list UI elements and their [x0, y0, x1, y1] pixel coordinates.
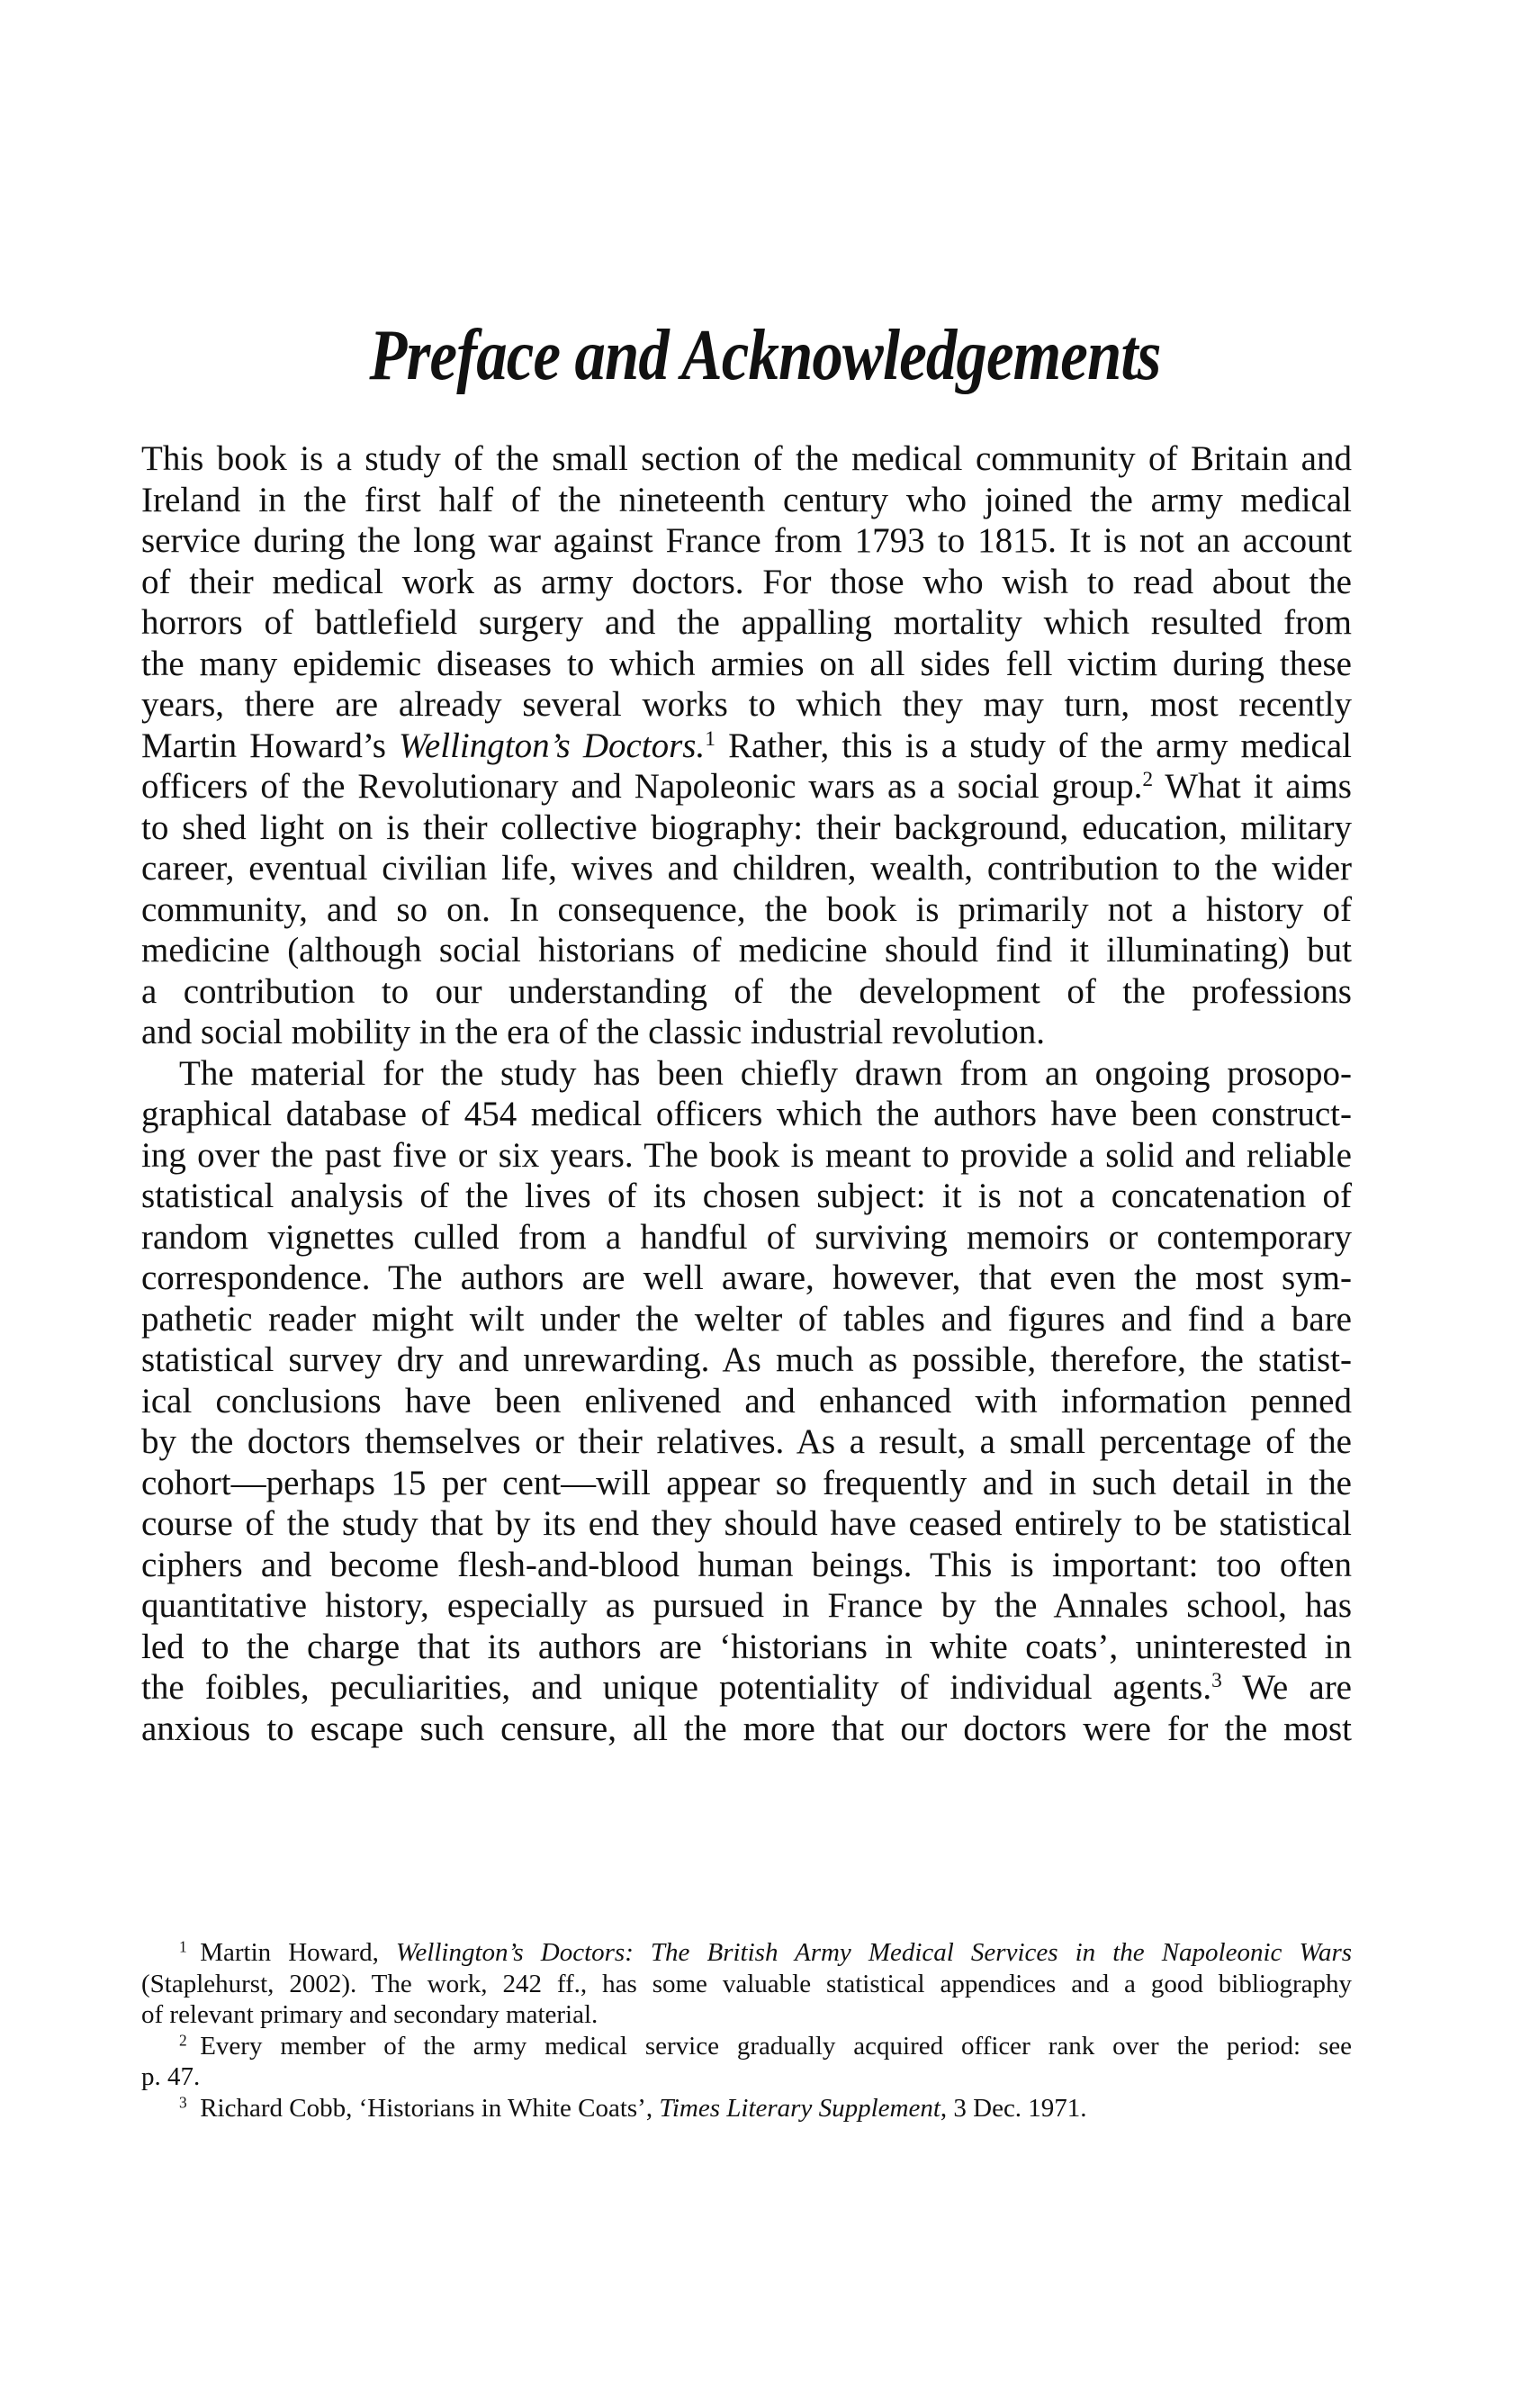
text-line: pathetic reader might wilt under the welter of tables and figures and find a bare	[141, 1299, 1352, 1339]
text-line: and social mobility in the era of the classic industrial revolution.	[141, 1013, 1046, 1051]
text-line: correspondence. The authors are well aware, however, that even the most sym-	[141, 1258, 1352, 1297]
footnote-ref: 3	[1211, 1669, 1222, 1693]
text-line: course of the study that by its end they should have ceased entirely to be statistical	[141, 1504, 1352, 1543]
text-line: medicine (although social historians of medicine should find it illuminating) but	[141, 931, 1352, 970]
text-line: statistical survey dry and unrewarding. As much as possible, therefore, the statist-	[141, 1340, 1352, 1379]
text-line: ciphers and become flesh-and-blood human beings. This is important: too often	[141, 1545, 1352, 1584]
text-line: to shed light on is their collective biography: their background, education, military	[141, 807, 1352, 847]
footnote: $^2$ Every member of the army medical service gradually acquired officer rank over the period: see	[179, 2030, 1352, 2061]
text-line: the many epidemic diseases to which armies on all sides fell victim during these	[141, 644, 1352, 683]
text-line: service during the long war against France from 1793 to 1815. It is not an account	[141, 521, 1352, 560]
footnote: $^1$ Martin Howard, Wellington’s Doctors: The British Army Medical Services in the Napoleonic Wars	[179, 1937, 1353, 1967]
footnote-number: 1	[179, 1937, 187, 1956]
text-line: random vignettes culled from a handful of surviving memoirs or contemporary	[141, 1217, 1352, 1257]
text-line: the foibles, peculiarities, and unique potentiality of individual agents.$^3$ We are	[141, 1668, 1352, 1707]
footnote-line: p. 47.	[141, 2062, 201, 2091]
text-line: graphical database of 454 medical officers which the authors have been construct-	[141, 1095, 1352, 1133]
text-line: Martin Howard’s Wellington’s Doctors.$^1$ Rather, this is a study of the army medical	[141, 726, 1352, 765]
text-line: quantitative history, especially as pursued in France by the Annales school, has	[141, 1586, 1352, 1625]
footnote-number: 3	[179, 2092, 187, 2111]
text-line: by the doctors themselves or their relatives. As a result, a small percentage of the	[141, 1422, 1352, 1461]
text-line: cohort—perhaps 15 per cent—will appear so frequently and in such detail in the	[141, 1463, 1352, 1502]
italic-title: Times Literary Supplement	[659, 2093, 940, 2123]
text-line: years, there are already several works to which they may turn, most recently	[141, 685, 1352, 724]
page-title: Preface and Acknowledgements	[369, 315, 1161, 395]
footnote-line: of relevant primary and secondary material.	[141, 2000, 598, 2029]
footnotes	[141, 1937, 1352, 2124]
italic-title: Wellington’s Doctors.	[399, 726, 706, 765]
text-line: career, eventual civilian life, wives and children, wealth, contribution to the wider	[141, 849, 1352, 888]
body-text	[141, 438, 1352, 1749]
text-line: statistical analysis of the lives of its chosen subject: it is not a concatenation of	[141, 1177, 1352, 1215]
text-line: a contribution to our understanding of the development of the professions	[141, 971, 1352, 1011]
text-line: officers of the Revolutionary and Napoleonic wars as a social group.$^2$ What it aims	[141, 767, 1352, 806]
text-line: community, and so on. In consequence, the book is primarily not a history of	[141, 889, 1352, 929]
footnote-line: (Staplehurst, 2002). The work, 242 ff., has some valuable statistical appendices and a good bibliography	[141, 1969, 1352, 1998]
text-line: The material for the study has been chiefly drawn from an ongoing prosopo-	[179, 1053, 1352, 1093]
text-line: horrors of battlefield surgery and the appalling mortality which resulted from	[141, 603, 1352, 642]
text-line: anxious to escape such censure, all the more that our doctors were for the most	[141, 1709, 1352, 1748]
footnote-number: 2	[179, 2030, 187, 2049]
text-line: of their medical work as army doctors. For those who wish to read about the	[141, 562, 1352, 601]
text-line: This book is a study of the small section of the medical community of Britain and	[141, 439, 1352, 478]
text-line: Ireland in the first half of the nineteenth century who joined the army medical	[141, 480, 1352, 519]
text-line: led to the charge that its authors are ‘historians in white coats’, uninterested in	[141, 1627, 1352, 1666]
italic-title: Wellington’s Doctors: The British Army Medical Services in the Napoleonic Wars	[395, 1938, 1353, 1967]
footnote-ref: 2	[1142, 768, 1154, 792]
footnote: $^3$ Richard Cobb, ‘Historians in White Coats’, Times Literary Supplement, 3 Dec. 1971.	[179, 2092, 1087, 2123]
text-line: ing over the past five or six years. The book is meant to provide a solid and reliable	[141, 1135, 1352, 1175]
text-line: ical conclusions have been enlivened and enhanced with information penned	[141, 1381, 1352, 1420]
footnote-ref: 1	[705, 726, 716, 751]
